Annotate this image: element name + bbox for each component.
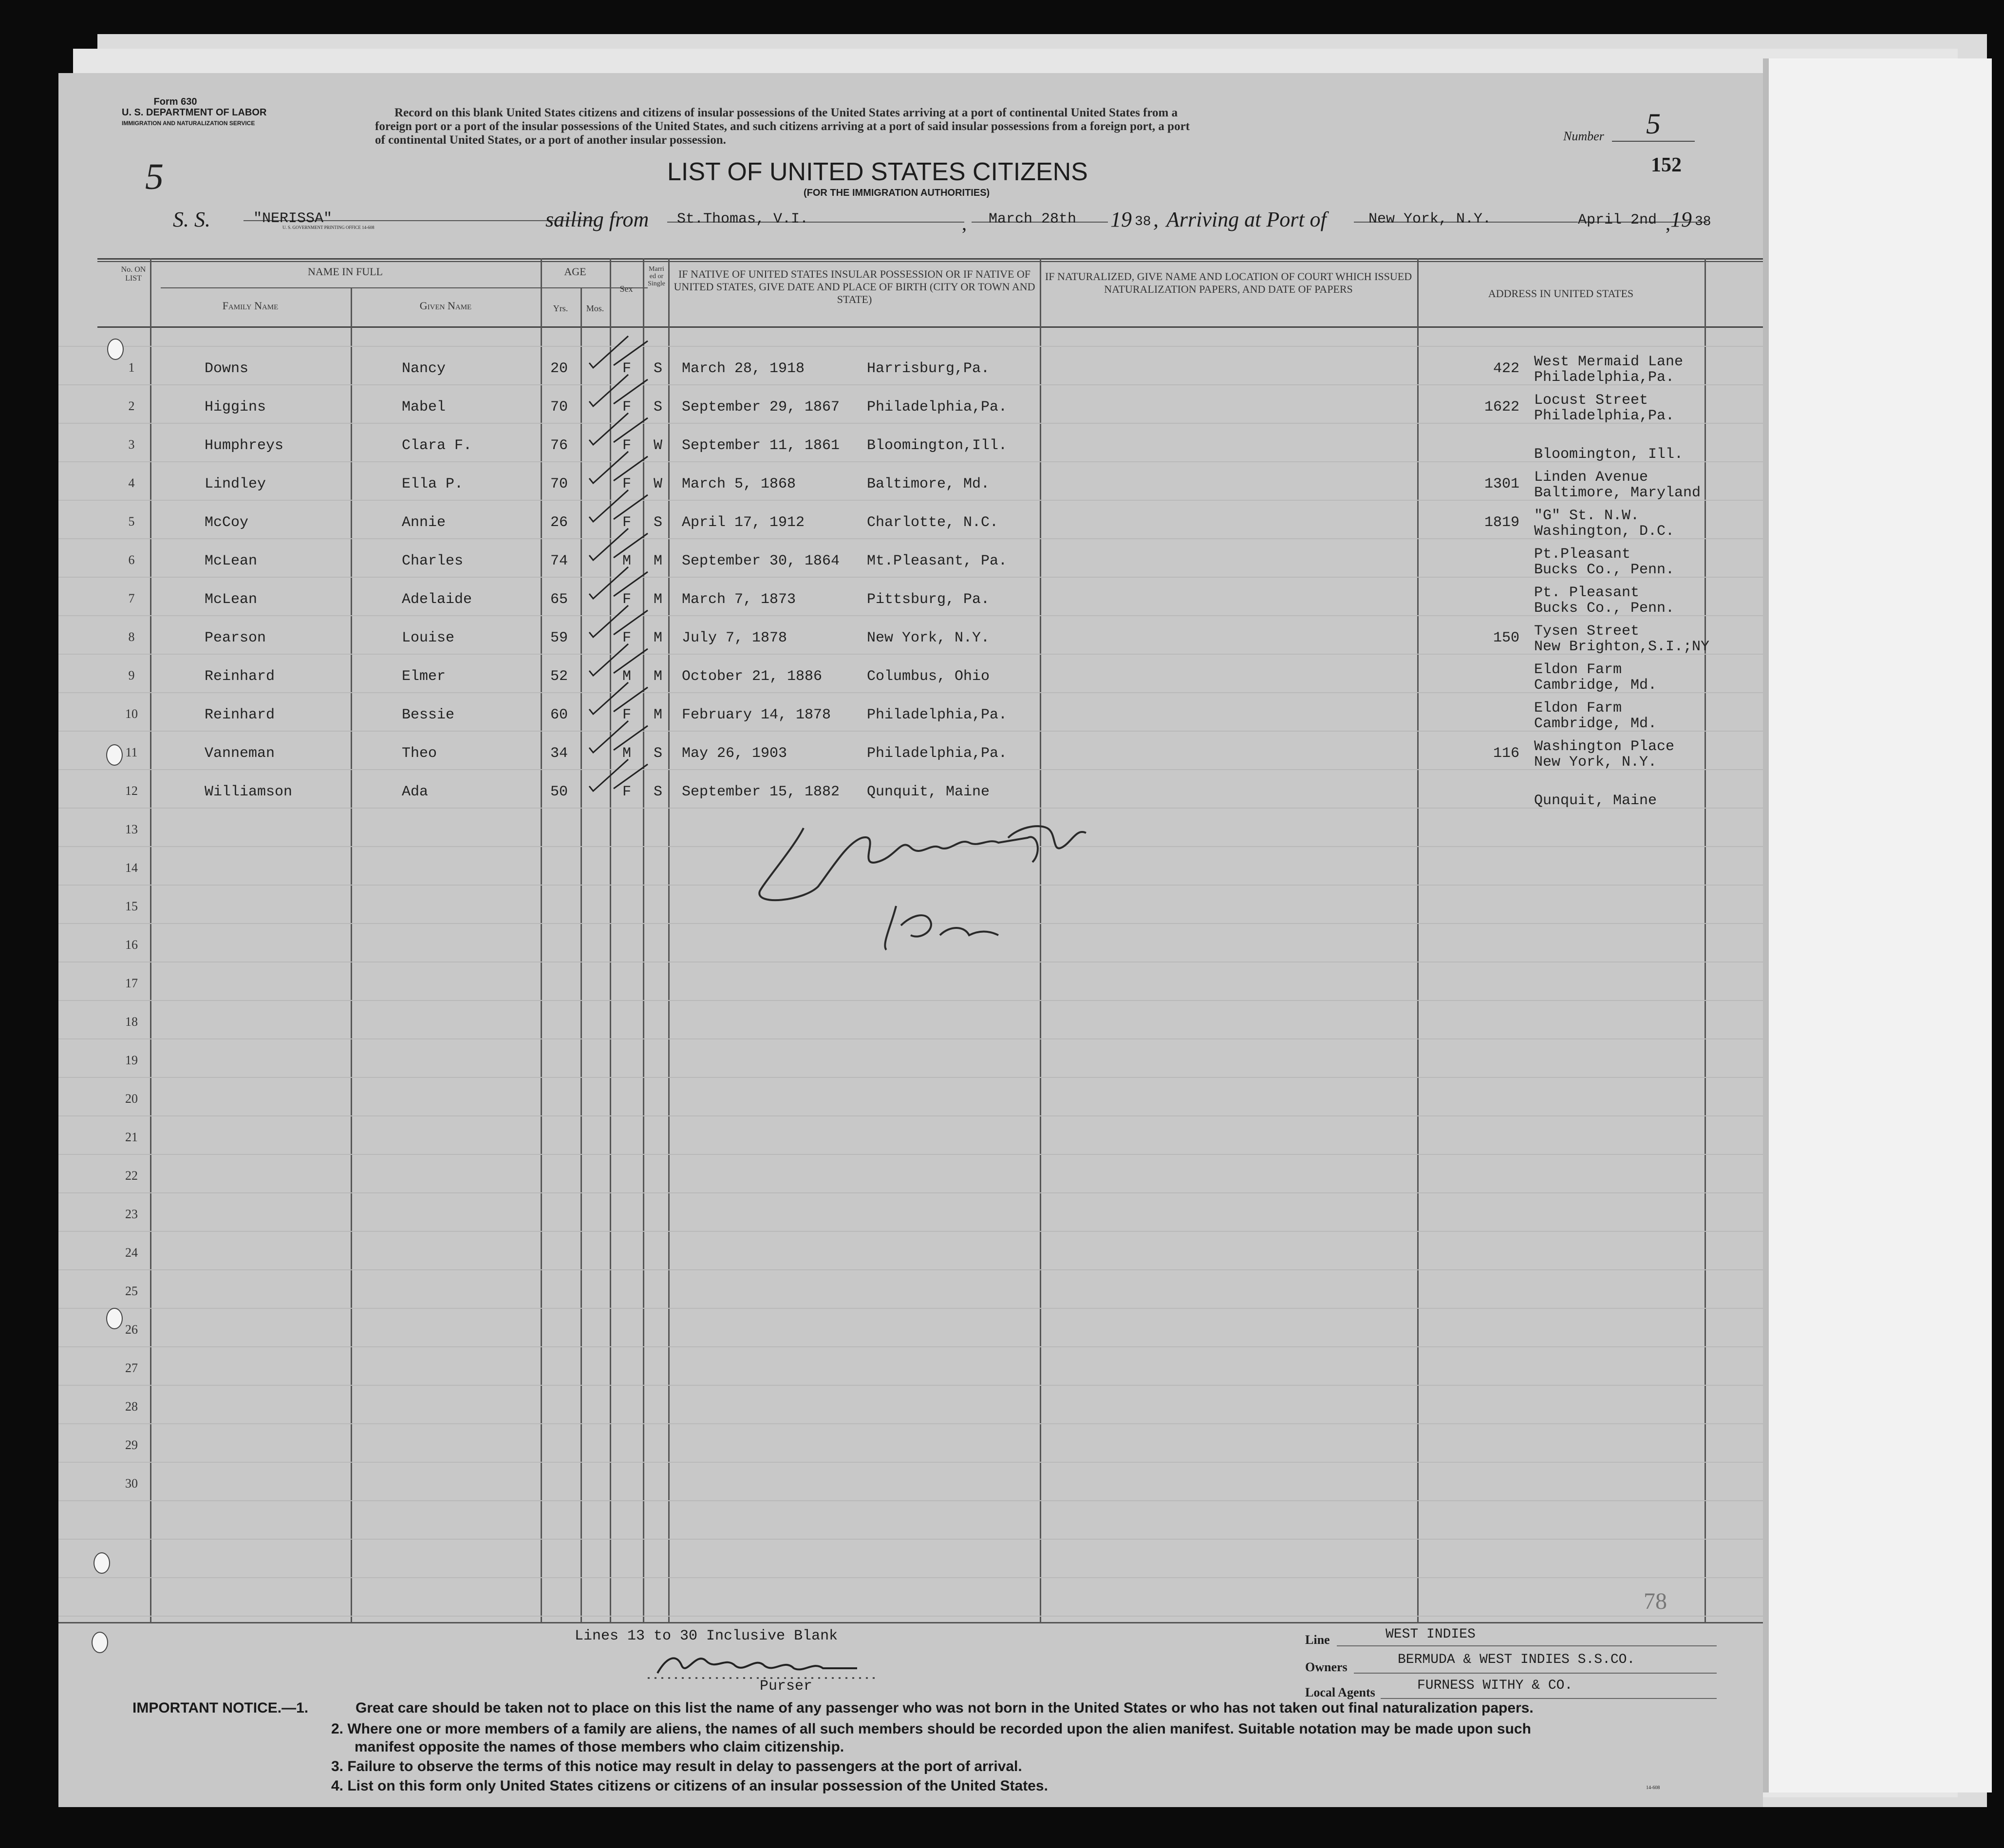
cell-age: 74 <box>550 553 568 569</box>
cell-age: 70 <box>550 399 568 415</box>
cell-addr2: Philadelphia,Pa. <box>1534 408 1675 424</box>
cell-addr1: Washington Place <box>1534 738 1675 755</box>
cell-age: 70 <box>550 476 568 492</box>
ship-name: "NERISSA" <box>253 210 333 227</box>
form-number: Form 630 <box>153 96 197 107</box>
cell-addr-num: 1622 <box>1484 399 1519 415</box>
row-number: 22 <box>125 1169 138 1183</box>
cell-addr2: Cambridge, Md. <box>1534 716 1657 732</box>
cell-birth-date: October 21, 1886 <box>682 668 823 685</box>
row-number: 19 <box>125 1053 138 1067</box>
cell-given: Clara F. <box>402 437 472 454</box>
notice-heading: IMPORTANT NOTICE.—1. <box>132 1700 309 1716</box>
cell-sex: F <box>622 476 632 492</box>
cell-addr-num: 422 <box>1493 360 1519 377</box>
form-id-block <box>122 96 267 129</box>
ruling-line <box>58 1000 1763 1001</box>
cell-family: McLean <box>205 591 258 608</box>
check-marks <box>584 326 682 901</box>
cell-ms: S <box>654 745 663 762</box>
cell-given: Bessie <box>402 707 455 723</box>
cell-no: 5 <box>128 514 135 528</box>
ruling-line <box>58 1231 1763 1232</box>
cell-no: 7 <box>128 591 135 605</box>
cell-given: Mabel <box>402 399 446 415</box>
cell-given: Adelaide <box>402 591 472 608</box>
ruling-line <box>58 1423 1763 1424</box>
row-number: 26 <box>125 1322 138 1337</box>
header-married-single: Married or Single <box>648 265 665 287</box>
cell-birth-date: February 14, 1878 <box>682 707 831 723</box>
cell-birth-date: March 28, 1918 <box>682 360 805 377</box>
cell-family: Pearson <box>205 630 266 646</box>
row-number: 20 <box>125 1092 138 1106</box>
cell-age: 20 <box>550 360 568 377</box>
header-age: AGE <box>564 265 586 278</box>
depart-date: March 28th <box>989 211 1077 227</box>
cell-given: Charles <box>402 553 464 569</box>
cell-addr2: Bucks Co., Penn. <box>1534 562 1675 578</box>
cell-given: Ella P. <box>402 476 464 492</box>
cell-family: McLean <box>205 553 258 569</box>
cell-ms: W <box>654 476 663 492</box>
cell-addr2: Baltimore, Maryland <box>1534 485 1701 501</box>
arrive-date: April 2nd <box>1578 212 1657 228</box>
sailing-label: sailing from <box>545 207 649 231</box>
form-title: LIST OF UNITED STATES CITIZENS <box>667 158 1088 186</box>
depart-year: 38 <box>1135 214 1151 229</box>
ruling-line <box>58 1616 1763 1617</box>
ruling-line <box>58 1115 1763 1116</box>
cell-birth-date: September 29, 1867 <box>682 399 840 415</box>
row-number: 14 <box>125 861 138 875</box>
cell-addr2: Qunquit, Maine <box>1534 792 1657 809</box>
ruling-line <box>58 1077 1763 1078</box>
instruction-line: foreign port or a port of the insular possessions of the United States, and such citizens arriving at a port of said insular possessions from a foreign port, a port <box>375 120 1190 133</box>
cell-addr1: West Mermaid Lane <box>1534 354 1684 370</box>
row-number: 29 <box>125 1438 138 1452</box>
header-given-name: Given Name <box>419 300 472 312</box>
agents-label: Local Agents <box>1305 1685 1375 1699</box>
cell-ms: S <box>654 360 663 377</box>
service-name: IMMIGRATION AND NATURALIZATION SERVICE <box>122 120 255 127</box>
notice-item-3: 3. Failure to observe the terms of this notice may result in delay to passengers at the port of arrival. <box>331 1758 1022 1774</box>
cell-no: 10 <box>125 707 138 721</box>
check-mark <box>589 721 648 753</box>
notice-item-2-cont: manifest opposite the names of those members who claim citizenship. <box>355 1739 844 1755</box>
number-value: 5 <box>1612 107 1695 142</box>
cell-ms: M <box>654 591 663 608</box>
cell-ms: S <box>654 784 663 800</box>
ruling-line <box>58 769 1763 770</box>
cell-sex: F <box>622 630 632 646</box>
check-mark <box>589 759 648 791</box>
check-mark <box>589 452 648 483</box>
cell-addr1: Linden Avenue <box>1534 469 1648 486</box>
ruling-line <box>58 692 1763 693</box>
cell-addr2: Cambridge, Md. <box>1534 677 1657 694</box>
ruling-line <box>58 538 1763 539</box>
header-address: ADDRESS IN UNITED STATES <box>1488 287 1634 300</box>
row-number: 30 <box>125 1476 138 1490</box>
cell-age: 60 <box>550 707 568 723</box>
cell-given: Elmer <box>402 668 446 685</box>
cell-sex: M <box>622 668 632 685</box>
cell-birth-place: Philadelphia,Pa. <box>867 707 1008 723</box>
cell-birth-place: Columbus, Ohio <box>867 668 990 685</box>
row-number: 23 <box>125 1207 138 1221</box>
owners-value: BERMUDA & WEST INDIES S.S.CO. <box>1398 1652 1635 1667</box>
cell-birth-date: March 5, 1868 <box>682 476 796 492</box>
cell-ms: M <box>654 668 663 685</box>
header-no: No. ON LIST <box>121 265 146 283</box>
cell-ms: M <box>654 553 663 569</box>
cell-birth-place: Pittsburg, Pa. <box>867 591 990 608</box>
ruling-line <box>58 1539 1763 1540</box>
cell-no: 8 <box>128 630 135 644</box>
cell-addr2: New York, N.Y. <box>1534 754 1657 771</box>
cell-birth-place: Mt.Pleasant, Pa. <box>867 553 1008 569</box>
cell-age: 52 <box>550 668 568 685</box>
cell-no: 9 <box>128 668 135 682</box>
cell-addr-num: 150 <box>1493 630 1519 646</box>
header-yrs: Yrs. <box>553 303 568 313</box>
cell-birth-date: September 15, 1882 <box>682 784 840 800</box>
row-number: 24 <box>125 1245 138 1260</box>
cell-no: 11 <box>125 745 138 759</box>
agents-value: FURNESS WITHY & CO. <box>1417 1678 1573 1693</box>
stacked-pages-edge <box>1763 58 1992 1792</box>
cell-ms: S <box>654 399 663 415</box>
cell-birth-place: Charlotte, N.C. <box>867 514 999 531</box>
cell-birth-date: May 26, 1903 <box>682 745 787 762</box>
form-instructions <box>375 106 1190 147</box>
header-sex: Sex <box>619 284 633 294</box>
binder-hole <box>106 1308 123 1329</box>
cell-addr2: Washington, D.C. <box>1534 523 1675 540</box>
row-number: 28 <box>125 1399 138 1414</box>
ruling-line <box>58 1462 1763 1463</box>
row-number: 13 <box>125 822 138 836</box>
cell-age: 76 <box>550 437 568 454</box>
check-mark <box>589 490 648 522</box>
header-mos: Mos. <box>586 303 604 313</box>
cell-sex: M <box>622 745 632 762</box>
instruction-line: Record on this blank United States citizens and citizens of insular possessions of the United States arriving at a port of continental United States from a <box>394 106 1178 119</box>
cell-no: 12 <box>125 784 138 798</box>
cell-family: McCoy <box>205 514 249 531</box>
cell-birth-place: Philadelphia,Pa. <box>867 399 1008 415</box>
cell-age: 59 <box>550 630 568 646</box>
cell-addr1: Eldon Farm <box>1534 661 1622 678</box>
ruling-line <box>58 500 1763 501</box>
to-port: New York, N.Y. <box>1368 211 1492 227</box>
depart-year-prefix: 19 <box>1110 207 1132 231</box>
line-value: WEST INDIES <box>1386 1627 1476 1642</box>
inspector-signature <box>735 809 1125 984</box>
notice-item-1: Great care should be taken not to place on this list the name of any passenger who was not born in the United States or who has not taken out final naturalization papers. <box>356 1700 1534 1716</box>
cell-birth-date: September 30, 1864 <box>682 553 840 569</box>
cell-family: Higgins <box>205 399 266 415</box>
header-name-in-full: NAME IN FULL <box>308 265 383 278</box>
check-mark <box>589 413 648 445</box>
cell-sex: M <box>622 553 632 569</box>
footer-code: 14-608 <box>1646 1785 1660 1791</box>
department-name: U. S. DEPARTMENT OF LABOR <box>122 107 267 118</box>
binder-hole <box>92 1632 108 1653</box>
ruling-line <box>58 654 1763 655</box>
cell-given: Nancy <box>402 360 446 377</box>
header-naturalized: IF NATURALIZED, GIVE NAME AND LOCATION OF COURT WHICH ISSUED NATURALIZATION PAPERS, AND DATE OF PAPERS <box>1045 270 1412 295</box>
cell-addr1: Eldon Farm <box>1534 700 1622 717</box>
number-label: Number <box>1563 129 1604 143</box>
row-number: 18 <box>125 1015 138 1029</box>
cell-birth-date: April 17, 1912 <box>682 514 805 531</box>
ruling-line <box>58 1269 1763 1270</box>
cell-given: Theo <box>402 745 437 762</box>
cell-sex: F <box>622 360 632 377</box>
cell-ms: S <box>654 514 663 531</box>
ruling-line <box>58 423 1763 424</box>
cell-addr1: Pt.Pleasant <box>1534 546 1631 563</box>
cell-ms: W <box>654 437 663 454</box>
ruling-line <box>58 615 1763 616</box>
cell-family: Williamson <box>205 784 293 800</box>
cell-given: Annie <box>402 514 446 531</box>
ruling-line <box>58 346 1763 347</box>
cell-addr1: Pt. Pleasant <box>1534 585 1640 601</box>
ruling-line <box>58 1500 1763 1501</box>
row-number: 27 <box>125 1361 138 1375</box>
check-mark <box>589 644 648 676</box>
row-number: 25 <box>125 1284 138 1298</box>
cell-addr1: Locust Street <box>1534 392 1648 409</box>
cell-no: 4 <box>128 476 135 490</box>
margin-handwritten-mark: 5 <box>145 156 164 197</box>
ruling-line <box>58 384 1763 385</box>
ruling-line <box>58 461 1763 462</box>
cell-birth-date: July 7, 1878 <box>682 630 787 646</box>
cell-age: 26 <box>550 514 568 531</box>
cell-ms: M <box>654 707 663 723</box>
cell-age: 65 <box>550 591 568 608</box>
cell-sex: F <box>622 399 632 415</box>
cell-no: 6 <box>128 553 135 567</box>
printing-office: U. S. GOVERNMENT PRINTING OFFICE 14-608 <box>282 225 375 230</box>
ruling-line <box>58 731 1763 732</box>
check-mark <box>589 682 648 714</box>
from-port: St.Thomas, V.I. <box>677 211 809 227</box>
cell-addr1: Tysen Street <box>1534 623 1640 640</box>
cell-addr1: "G" St. N.W. <box>1534 508 1640 524</box>
cell-addr2: New Brighton,S.I.;NY <box>1534 639 1710 655</box>
cell-given: Ada <box>402 784 429 800</box>
ruling-line <box>58 1038 1763 1039</box>
cell-birth-place: Baltimore, Md. <box>867 476 990 492</box>
cell-age: 34 <box>550 745 568 762</box>
owners-label: Owners <box>1305 1660 1348 1674</box>
cell-sex: F <box>622 707 632 723</box>
cell-birth-place: Qunquit, Maine <box>867 784 990 800</box>
cell-addr-num: 1819 <box>1484 514 1519 531</box>
ruling-line <box>58 577 1763 578</box>
cell-birth-date: September 11, 1861 <box>682 437 840 454</box>
cell-sex: F <box>622 591 632 608</box>
check-mark <box>589 605 648 637</box>
cell-birth-date: March 7, 1873 <box>682 591 796 608</box>
arrive-year-prefix: 19 <box>1670 207 1692 231</box>
page-tally: 78 <box>1644 1588 1667 1614</box>
row-number: 16 <box>125 938 138 952</box>
ruling-line <box>58 1385 1763 1386</box>
manifest-sheet: Form 630 U. S. DEPARTMENT OF LABOR IMMIGRATION AND NATURALIZATION SERVICE Record on this blank United States citizens and citizens of insular possessions of the United States arriving at a port of continental United States from a foreign port or a port of the insular possessions of the United States, and such citizens arriving at a port of said insular possessions from a foreign port, a port of continental United States, or a port of another insular possession. Number 5 152 5 LIST OF UNITED STATES CITIZENS (FOR THE IMMIGRATION AUTHORITIES) S. S. "NERISSA" U. S. GOVERNMENT PRINTING OFFICE 14-608 sailing from St.Thomas, V.I. , March 28th 19 38 , Arriving at Port of New York, N.Y. April 2nd , 19 38 No. ON LIST NAME IN FULL Family Name Given Name AGE Yrs. Mos. Sex Married or Single IF NATIVE OF UNITED STATES INSULAR POSSESSION OR IF NATIVE OF UNITED STATES, GIVE DATE AND PLACE OF BIRTH (CITY OR TOWN AND STATE) IF NATURALIZED, GIVE NAME AND LOCATION OF COURT WHICH ISSUED NATURALIZATION PAPERS, AND DATE OF PAPERS ADDRESS IN UNITED STATES 1 Downs Nancy 20 F S March 28, 1918 Harrisburg,Pa. 422 West Mermaid Lane Philadelphia,Pa. 2 Higgins Mabel 70 F S September 29, 1867 Philadelphia,Pa. 1622 Locust Street Philadelphia,Pa. 3 Humphreys Clara F. 76 F W September 11, 1861 Bloomington,Ill. Bloomington, Ill. 4 Lindley Ella P. 70 F W March 5, 1868 Baltimore, Md. 1301 Linden Avenue Baltimore, Maryland 5 McCoy Annie 26 F S April 17, 1912 Charlotte, N.C. 1819 "G" St. N.W. Washington, D.C. 6 McLean Charles 74 M M September 30, 1864 Mt.Pleasant, Pa. Pt.Pleasant Bucks Co., Penn. 7 McLean Adelaide 65 F M March 7, 1873 Pittsburg, Pa. Pt. Pleasant Bucks Co., Penn. 8 Pearson Louise 59 F M July 7, 1878 New York, N.Y. 150 Tysen Street New Brighton,S.I.;NY 9 Reinhard Elmer 52 M M October 21, 1886 Columbus, Ohio Eldon Farm Cambridge, Md. 10 Reinhard Bessie 60 F M February 14, 1878 Philadelphia,Pa. Eldon Farm Cambridge, Md. 11 Vanneman Theo 34 M S May 26, 1903 Philadelphia,Pa. 116 Washington Place New York, N.Y. 12 Williamson Ada 50 F S September 15, 1882 Qunquit, Maine Qunquit, Maine 13 14 15 16 17 18 19 20 21 22 23 24 25 26 27 28 29 30 78 Lines 13 to 30 Inclusive Blank Purser Line WEST INDIES Owners BERMUDA & WEST INDIES S.S.CO. Local Agents FURNESS WITHY & CO. IMPORTANT NOTICE.—1. Great care should be taken not to place on this list the name of any passenger who was not born in the United States or who has not taken out final naturalization papers. 2. Where one or more members of a family are aliens, the names of all such members should be recorded upon the alien manifest. Suitable notation may be made upon such manifest opposite the names of those members who claim citizenship. 3. Failure to observe the terms of this notice may result in delay to passengers at the port of arrival. 4. List on this form only United States citizens or citizens of an insular possession of the United States. 14-608 <box>58 73 1763 1807</box>
cell-family: Downs <box>205 360 249 377</box>
check-mark <box>589 567 648 599</box>
cell-addr-num: 1301 <box>1484 476 1519 492</box>
cell-birth-place: New York, N.Y. <box>867 630 990 646</box>
ss-label: S. S. <box>173 207 210 231</box>
cell-family: Reinhard <box>205 668 275 685</box>
ruling-line <box>58 1308 1763 1309</box>
cell-sex: F <box>622 784 632 800</box>
cell-no: 3 <box>128 437 135 452</box>
instruction-line: of continental United States, or a port of another insular possession. <box>375 133 726 147</box>
cell-family: Reinhard <box>205 707 275 723</box>
cell-birth-place: Philadelphia,Pa. <box>867 745 1008 762</box>
stacked-pages-shadow <box>1763 58 1769 1792</box>
form-subtitle: (FOR THE IMMIGRATION AUTHORITIES) <box>804 188 990 198</box>
cell-no: 2 <box>128 399 135 413</box>
cell-given: Louise <box>402 630 455 646</box>
binder-hole <box>94 1552 110 1574</box>
sheet-number: 152 <box>1651 154 1682 176</box>
blank-lines-note: Lines 13 to 30 Inclusive Blank <box>575 1628 838 1644</box>
check-mark <box>589 375 648 406</box>
cell-addr2: Philadelphia,Pa. <box>1534 369 1675 386</box>
ruling-line <box>58 1154 1763 1155</box>
row-number: 17 <box>125 976 138 990</box>
check-mark <box>589 336 648 368</box>
row-number: 15 <box>125 899 138 913</box>
cell-sex: F <box>622 437 632 454</box>
line-label: Line <box>1305 1633 1330 1647</box>
cell-sex: F <box>622 514 632 531</box>
cell-birth-place: Harrisburg,Pa. <box>867 360 990 377</box>
cell-addr-num: 116 <box>1493 745 1519 762</box>
cell-birth-place: Bloomington,Ill. <box>867 437 1008 454</box>
cell-addr2: Bucks Co., Penn. <box>1534 600 1675 617</box>
arrive-year: 38 <box>1695 214 1711 229</box>
ruling-line <box>58 1192 1763 1193</box>
check-mark <box>589 528 648 560</box>
cell-age: 50 <box>550 784 568 800</box>
cell-family: Vanneman <box>205 745 275 762</box>
header-family-name: Family Name <box>222 300 279 312</box>
ruling-line <box>58 1577 1763 1578</box>
ruling-line <box>58 1346 1763 1347</box>
purser-label: Purser <box>760 1678 813 1695</box>
notice-item-2: 2. Where one or more members of a family are aliens, the names of all such members should be recorded upon the alien manifest. Suitable notation may be made upon such <box>331 1721 1531 1737</box>
header-birth: IF NATIVE OF UNITED STATES INSULAR POSSESSION OR IF NATIVE OF UNITED STATES, GIVE DATE AND PLACE OF BIRTH (CITY OR TOWN AND STATE) <box>674 268 1035 305</box>
row-number: 21 <box>125 1130 138 1144</box>
binder-hole <box>106 744 123 766</box>
arriving-label: Arriving at Port of <box>1166 207 1327 231</box>
cell-addr2: Bloomington, Ill. <box>1534 446 1684 463</box>
cell-family: Humphreys <box>205 437 284 454</box>
binder-hole <box>107 339 124 360</box>
cell-no: 1 <box>128 360 135 375</box>
cell-ms: M <box>654 630 663 646</box>
cell-family: Lindley <box>205 476 266 492</box>
notice-item-4: 4. List on this form only United States citizens or citizens of an insular possession of the United States. <box>331 1778 1048 1794</box>
